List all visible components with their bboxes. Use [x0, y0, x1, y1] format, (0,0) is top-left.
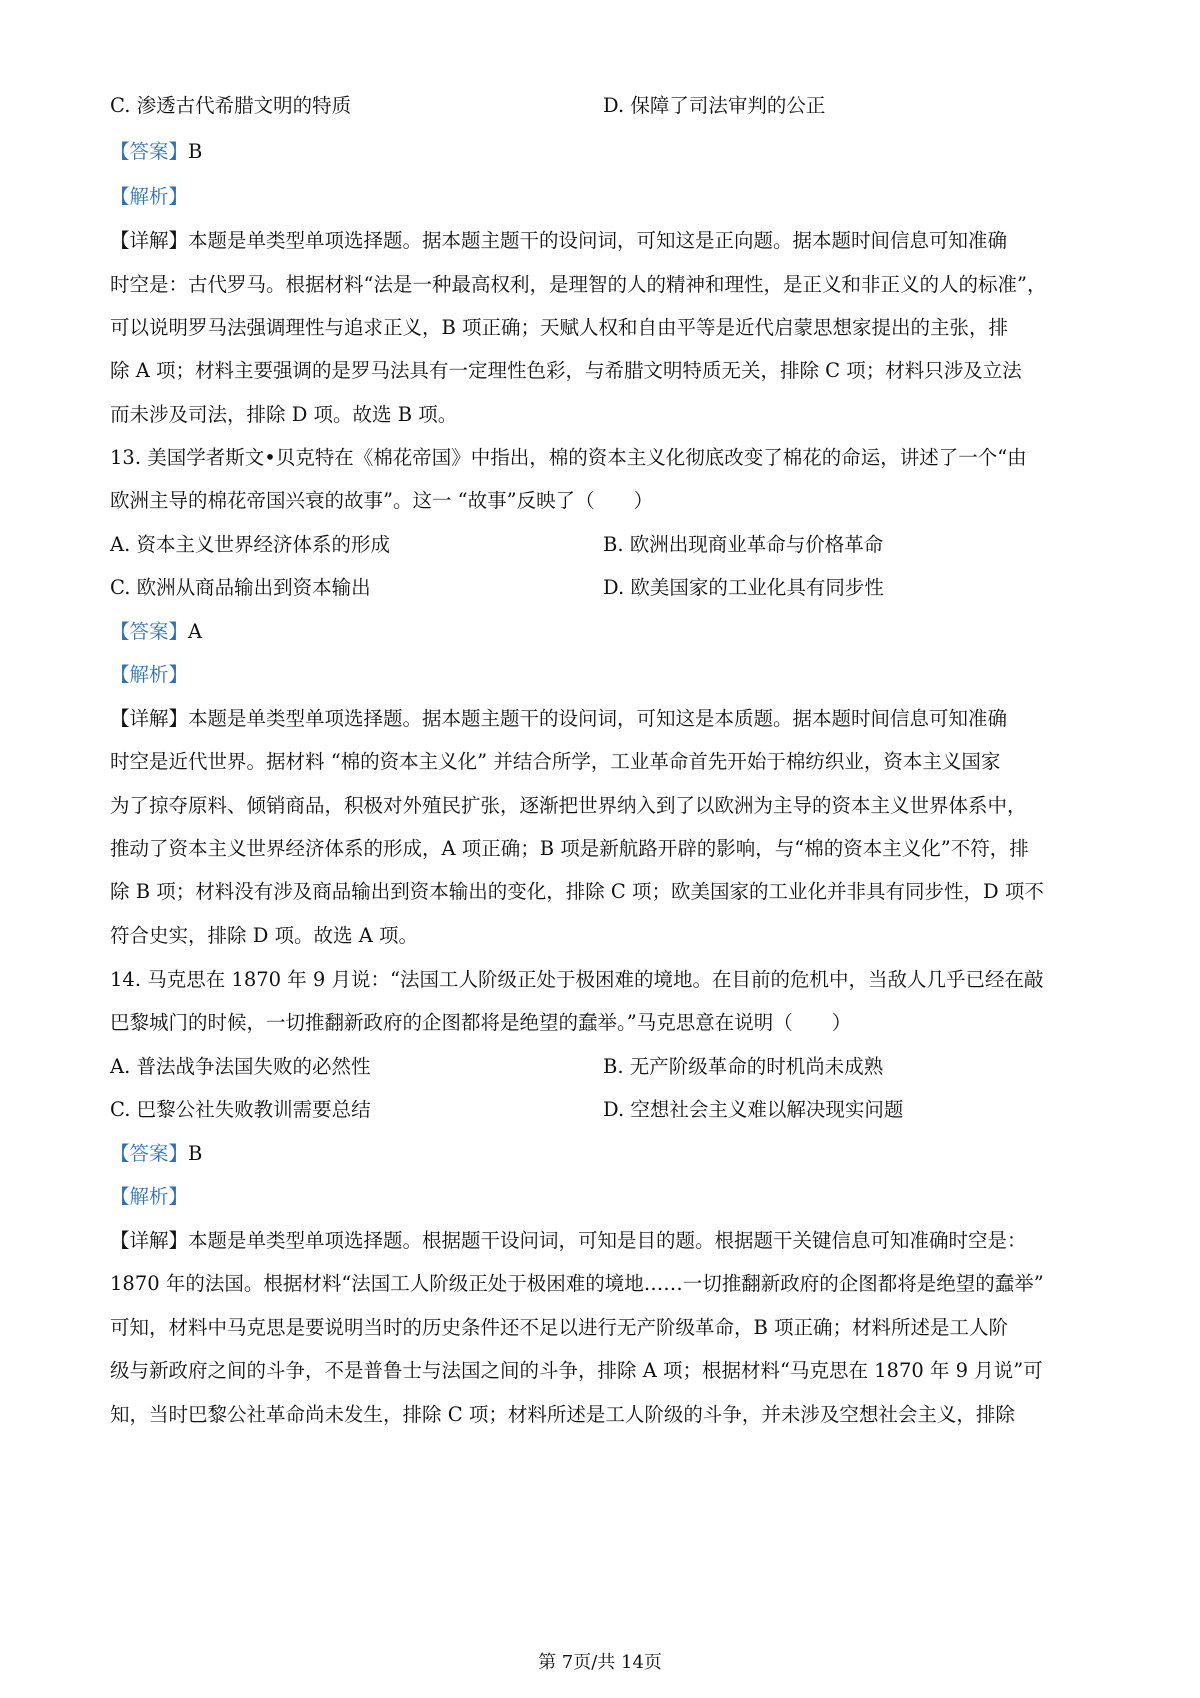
q14-stem-line: 14. 马克思在 1870 年 9 月说：“法国工人阶级正处于极困难的境地。在目前的危机中，当敌人几乎已经在敲: [110, 968, 1044, 991]
q12-analysis-tag: 【解析】: [110, 185, 189, 208]
q12-option-c: C. 渗透古代希腊文明的特质: [110, 94, 352, 117]
q14-option-b: B. 无产阶级革命的时机尚未成熟: [603, 1055, 884, 1078]
q13-analysis-tag: 【解析】: [110, 663, 189, 686]
q14-option-a: A. 普法战争法国失败的必然性: [110, 1055, 371, 1078]
answer-tag: 【答案】: [110, 140, 189, 163]
q13-stem-line: 13. 美国学者斯文•贝克特在《棉花帝国》中指出，棉的资本主义化彻底改变了棉花的命运，讲述了一个“由: [110, 446, 1027, 469]
q13-detail-line: 【详解】本题是单类型单项选择题。据本题主题干的设问词，可知这是本质题。据本题时间信息可知准确: [110, 707, 1008, 730]
q13-detail-line: 为了掠夺原料、倾销商品，积极对外殖民扩张，逐渐把世界纳入到了以欧洲为主导的资本主义世界体系中，: [110, 794, 1027, 817]
q12-detail-line: 而未涉及司法，排除 D 项。故选 B 项。: [110, 403, 458, 426]
q14-detail-line: 可知，材料中马克思是要说明当时的历史条件还不足以进行无产阶级革命，B 项正确；材料所述是工人阶: [110, 1316, 1009, 1339]
q13-stem-line: 欧洲主导的棉花帝国兴衰的故事”。这一 “故事”反映了（ ）: [110, 489, 654, 512]
q14-option-d: D. 空想社会主义难以解决现实问题: [603, 1098, 904, 1121]
q13-option-b: B. 欧洲出现商业革命与价格革命: [603, 533, 884, 556]
answer-tag: 【答案】: [110, 620, 189, 643]
answer-tag: 【答案】: [110, 1142, 189, 1165]
detail-tag: 【详解】: [110, 1229, 189, 1252]
q13-detail-line: 符合史实，排除 D 项。故选 A 项。: [110, 924, 419, 947]
q12-detail-line: 可以说明罗马法强调理性与追求正义，B 项正确；天赋人权和自由平等是近代启蒙思想家提出的主张，排: [110, 316, 1009, 339]
answer-value: B: [188, 140, 203, 163]
q13-option-a: A. 资本主义世界经济体系的形成: [110, 533, 390, 556]
q12-option-d: D. 保障了司法审判的公正: [603, 94, 826, 117]
q12-answer-row: [110, 138, 1100, 166]
detail-tag: 【详解】: [110, 229, 189, 252]
q14-analysis-tag: 【解析】: [110, 1185, 189, 1208]
q13-detail-line: 推动了资本主义世界经济体系的形成，A 项正确；B 项是新航路开辟的影响，与“棉的资本主义化”不符，排: [110, 837, 1029, 860]
q14-detail-line: 级与新政府之间的斗争，不是普鲁士与法国之间的斗争，排除 A 项；根据材料“马克思在 1870 年 9 月说”可: [110, 1359, 1043, 1382]
detail-tag: 【详解】: [110, 707, 189, 730]
q14-stem-line: 巴黎城门的时候，一切推翻新政府的企图都将是绝望的蠢举。”马克思意在说明（ ）: [110, 1011, 852, 1034]
page-number: 第 7页/共 14页: [538, 1652, 662, 1673]
q12-detail-line: 除 A 项；材料主要强调的是罗马法具有一定理性色彩，与希腊文明特质无关，排除 C 项；材料只涉及立法: [110, 359, 1022, 382]
q13-option-d: D. 欧美国家的工业化具有同步性: [603, 576, 884, 599]
q14-detail-line: 【详解】本题是单类型单项选择题。根据题干设问词，可知是目的题。根据题干关键信息可知准确时空是：: [110, 1229, 1027, 1252]
q13-option-c: C. 欧洲从商品输出到资本输出: [110, 576, 371, 599]
answer-value: A: [188, 620, 203, 643]
q12-detail-line: 【详解】本题是单类型单项选择题。据本题主题干的设问词，可知这是正向题。据本题时间信息可知准确: [110, 229, 1008, 252]
q14-answer-row: [110, 1140, 1100, 1168]
q14-detail-line: 1870 年的法国。根据材料“法国工人阶级正处于极困难的境地……一切推翻新政府的企图都将是绝望的蠢举”: [110, 1272, 1044, 1295]
answer-value: B: [188, 1142, 203, 1165]
q13-detail-line: 除 B 项；材料没有涉及商品输出到资本输出的变化，排除 C 项；欧美国家的工业化并非具有同步性，D 项不: [110, 880, 1044, 903]
q14-detail-line: 知，当时巴黎公社革命尚未发生，排除 C 项；材料所述是工人阶级的斗争，并未涉及空想社会主义，排除: [110, 1403, 1015, 1426]
q13-detail-line: 时空是近代世界。据材料 “棉的资本主义化” 并结合所学，工业革命首先开始于棉纺织业，资本主义国家: [110, 750, 1001, 773]
q12-detail-line: 时空是：古代罗马。根据材料“法是一种最高权利，是理智的人的精神和理性，是正义和非正义的人的标准”，: [110, 273, 1047, 296]
q13-answer-row: [110, 618, 1100, 646]
q14-option-c: C. 巴黎公社失败教训需要总结: [110, 1098, 371, 1121]
